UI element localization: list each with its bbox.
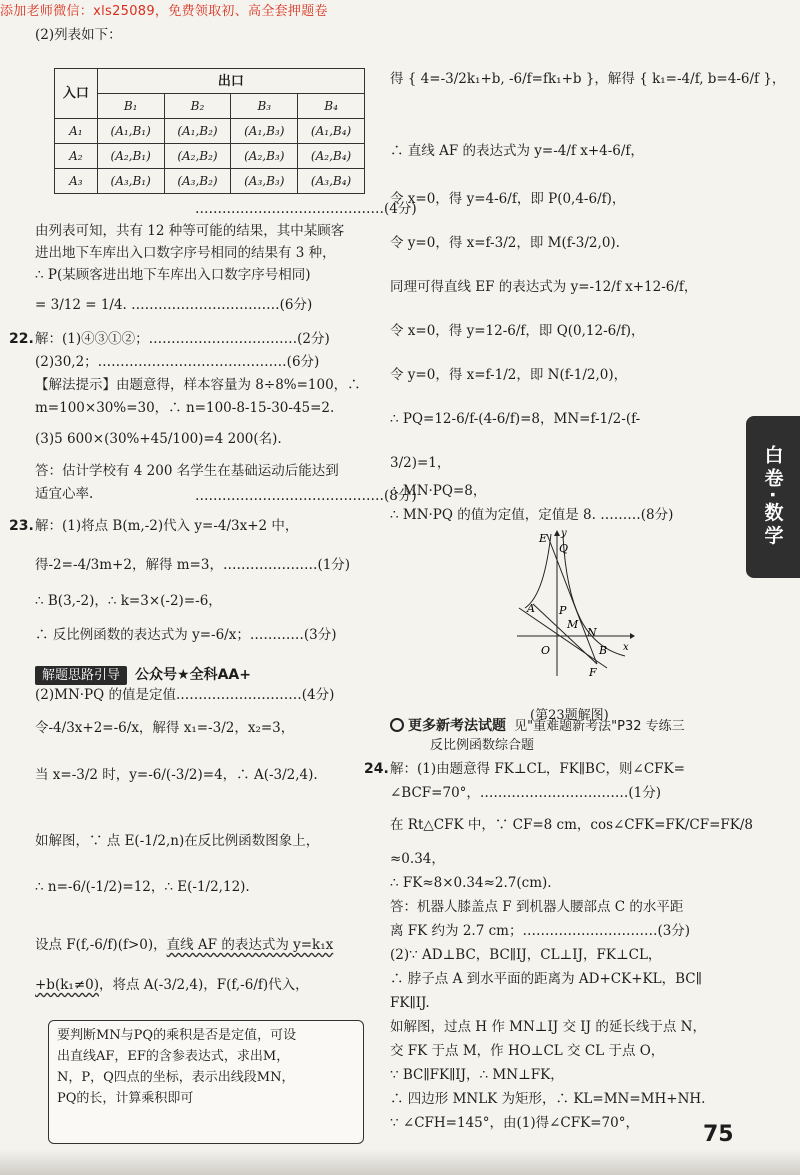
fig-label-M: M — [567, 618, 579, 631]
score-mark: ……………………………………(8分) — [195, 488, 417, 504]
text-line: ∠BCF=70°，……………………………(1分) — [390, 785, 662, 801]
table-cell: (A₂,B₂) — [164, 144, 231, 169]
text-line: 离 FK 约为 2.7 cm；…………………………(3分) — [390, 923, 691, 939]
table-cell: (A₃,B₂) — [164, 169, 231, 194]
text-span: 设点 F(f,-6/f)(f>0)， — [35, 937, 167, 953]
hint-line: PQ的长，计算乘积即可 — [57, 1091, 194, 1106]
text-line: (2)∵ AD⊥BC，BC∥IJ，CL⊥IJ，FK⊥CL， — [390, 947, 662, 963]
text-span: ，将点 A(-3/2,4)，F(f,-6/f)代入， — [98, 977, 309, 993]
figure-caption: (第23题解图) — [530, 708, 609, 723]
text-line: 令 x=0，得 y=4-6/f，即 P(0,4-6/f)， — [390, 191, 626, 207]
text-line: 同理可得直线 EF 的表达式为 y=-12/f x+12-6/f， — [390, 279, 698, 295]
question-number-23: 23. — [9, 518, 34, 534]
hint-line: 出直线AF，EF的含参表达式，求出M， — [57, 1049, 290, 1064]
banner-title: 更多新考法试题 — [408, 718, 506, 734]
question-number-22: 22. — [9, 331, 34, 347]
link-icon — [387, 715, 407, 735]
text-line: FK∥IJ. — [390, 995, 430, 1011]
fig-label-N: N — [587, 626, 597, 639]
text-line: ∴ 直线 AF 的表达式为 y=-4/f x+4-6/f， — [390, 143, 644, 159]
text-line: ∵ ∠CFH=145°，由(1)得∠CFK=70°， — [390, 1115, 639, 1131]
text-line: = 3/12 = 1/4. ……………………………(6分) — [35, 297, 313, 313]
fig-label-O: O — [541, 644, 551, 657]
text-line: ∴ 四边形 MNLK 为矩形，∴ KL=MN=MH+NH. — [390, 1091, 706, 1107]
fig-label-B: B — [599, 644, 608, 657]
fig-label-Q: Q — [559, 542, 569, 555]
text-line: 令 y=0，得 x=f-1/2，即 N(f-1/2,0)， — [390, 367, 628, 383]
table-cell: (A₁,B₃) — [231, 119, 298, 144]
text-line: 【解法提示】由题意得，样本容量为 8÷8%=100，∴ — [35, 377, 361, 393]
text-line: 令-4/3x+2=-6/x，解得 x₁=-3/2，x₂=3， — [35, 720, 295, 736]
text-line: 适宜心率. — [35, 486, 94, 502]
tag-account-text: 公众号★全科AA+ — [135, 666, 251, 683]
text-line: (2)MN·PQ 的值是定值.………………………(4分) — [35, 687, 335, 703]
table-row-header: A₂ — [55, 144, 98, 169]
hint-box — [48, 1020, 364, 1144]
text-line: 令 y=0，得 x=f-3/2，即 M(f-3/2,0). — [390, 235, 620, 251]
text-line: 解：(1)将点 B(m,-2)代入 y=-4/3x+2 中， — [35, 518, 299, 534]
table-cell: (A₁,B₂) — [164, 119, 231, 144]
table-corner: 入口 — [55, 69, 98, 119]
text-line: 解：(1)④③①②；……………………………(2分) — [35, 331, 330, 347]
table-cell: (A₃,B₃) — [231, 169, 298, 194]
side-tab-label: 白卷·数学 — [761, 445, 784, 549]
table-cell: (A₁,B₁) — [97, 119, 164, 144]
text-line: ∴ 反比例函数的表达式为 y=-6/x；…………(3分) — [35, 627, 337, 643]
text-line: ∴ n=-6/(-1/2)=12，∴ E(-1/2,12). — [35, 879, 250, 895]
tag-label: 解题思路引导 — [35, 666, 127, 685]
banner-reference: 见"重难题新考法"P32 专练三 — [514, 719, 685, 734]
outcome-table — [54, 68, 365, 194]
table-cell: (A₂,B₄) — [298, 144, 365, 169]
text-line: 得-2=-4/3m+2，解得 m=3，…………………(1分) — [35, 557, 351, 573]
text-line: 如解图，∵ 点 E(-1/2,n)在反比例函数图象上， — [35, 833, 320, 849]
table-row-header: A₁ — [55, 119, 98, 144]
text-line: ∴ MN·PQ=8， — [390, 483, 487, 499]
y-axis-arrow — [554, 530, 560, 536]
text-line: ∴ B(3,-2)，∴ k=3×(-2)=-6， — [35, 593, 222, 609]
text-line: ∴ PQ=12-6/f-(4-6/f)=8，MN=f-1/2-(f- — [390, 411, 641, 427]
table-row-header: A₃ — [55, 169, 98, 194]
text-line: 如解图，过点 H 作 MN⊥IJ 交 IJ 的延长线于点 N， — [390, 1019, 706, 1035]
table-cell: (A₃,B₄) — [298, 169, 365, 194]
text-line: ∴ 脖子点 A 到水平面的距离为 AD+CK+KL，BC∥ — [390, 971, 702, 987]
hyperbola-branch-left — [525, 534, 551, 608]
table-top-header: 出口 — [97, 69, 364, 94]
wavy-underlined-text: 直线 AF 的表达式为 y=k₁x — [166, 937, 334, 953]
text-line: (3)5 600×(30%+45/100)=4 200(名). — [35, 431, 282, 447]
watermark-text: 添加老师微信：xls25089，免费领取初、高全套押题卷 — [0, 4, 328, 19]
table-cell: (A₃,B₁) — [97, 169, 164, 194]
hint-line: 要判断MN与PQ的乘积是否是定值，可设 — [57, 1028, 297, 1043]
fig-label-x: x — [623, 642, 629, 653]
text-line: m=100×30%=30，∴ n=100-8-15-30-45=2. — [35, 400, 335, 416]
fig-label-E: E — [539, 532, 548, 545]
text-line: 答：机器人膝盖点 F 到机器人腰部点 C 的水平距 — [390, 899, 684, 915]
table-row — [55, 169, 365, 194]
list-heading: (2)列表如下： — [35, 27, 122, 43]
fig-label-P: P — [559, 604, 567, 617]
text-line: 交 FK 于点 M，作 HO⊥CL 交 CL 于点 O， — [390, 1043, 665, 1059]
fig-label-A: A — [527, 602, 535, 615]
text-line: ≈0.34， — [390, 851, 445, 867]
page-number: 75 — [703, 1122, 734, 1147]
text-line: 由列表可知，共有 12 种等可能的结果，其中某顾客 — [35, 223, 345, 239]
table-col-header: B₄ — [298, 94, 365, 119]
more-questions-banner — [390, 718, 730, 753]
wavy-underlined-text: +b(k₁≠0) — [35, 977, 99, 993]
table-col-header: B₃ — [231, 94, 298, 119]
text-line: 3/2)=1， — [390, 455, 451, 471]
text-line: 答：估计学校有 4 200 名学生在基础运动后能达到 — [35, 463, 339, 479]
table-row — [55, 119, 365, 144]
x-axis-arrow — [630, 633, 635, 639]
fig-label-y: y — [561, 528, 567, 539]
table-row — [55, 144, 365, 169]
table-col-header: B₁ — [97, 94, 164, 119]
text-line-compound — [35, 978, 309, 993]
table-cell: (A₁,B₄) — [298, 119, 365, 144]
text-line: 令 x=0，得 y=12-6/f，即 Q(0,12-6/f)， — [390, 323, 645, 339]
text-line: ∴ FK≈8×0.34≈2.7(cm). — [390, 875, 552, 891]
text-line: 在 Rt△CFK 中，∵ CF=8 cm，cos∠CFK=FK/CF=FK/8 — [390, 817, 753, 833]
q23-solution-figure — [515, 528, 635, 678]
text-line: 解：(1)由题意得 FK⊥CL，FK∥BC，则∠CFK= — [390, 761, 685, 777]
solution-guide-tag — [35, 664, 251, 686]
text-line: 当 x=-3/2 时，y=-6/(-3/2)=4，∴ A(-3/2,4). — [35, 767, 318, 783]
text-line: ∴ P(某顾客进出地下车库出入口数字序号相同) — [35, 267, 311, 283]
page-bottom-shadow — [0, 1149, 800, 1175]
hint-line: N，P，Q四点的坐标，表示出线段MN， — [57, 1070, 295, 1085]
banner-reference-2: 反比例函数综合题 — [430, 738, 535, 753]
table-cell: (A₂,B₁) — [97, 144, 164, 169]
text-line-compound — [35, 938, 333, 953]
table-cell: (A₂,B₃) — [231, 144, 298, 169]
fig-label-F: F — [589, 666, 597, 678]
text-line: 得 { 4=-3/2k₁+b, -6/f=fk₁+b }，解得 { k₁=-4/f, b=4-6/f }， — [390, 71, 786, 87]
score-mark: ……………………………………(4分) — [195, 201, 417, 217]
question-number-24: 24. — [364, 761, 389, 777]
text-line: (2)30,2；……………………………………(6分) — [35, 354, 320, 370]
side-tab — [746, 416, 800, 578]
text-line: ∴ MN·PQ 的值为定值，定值是 8. ………(8分) — [390, 507, 674, 523]
text-line: 进出地下车库出入口数字序号相同的结果有 3 种， — [35, 245, 336, 261]
table-col-header: B₂ — [164, 94, 231, 119]
text-line: ∵ BC∥FK∥IJ，∴ MN⊥FK， — [390, 1067, 564, 1083]
